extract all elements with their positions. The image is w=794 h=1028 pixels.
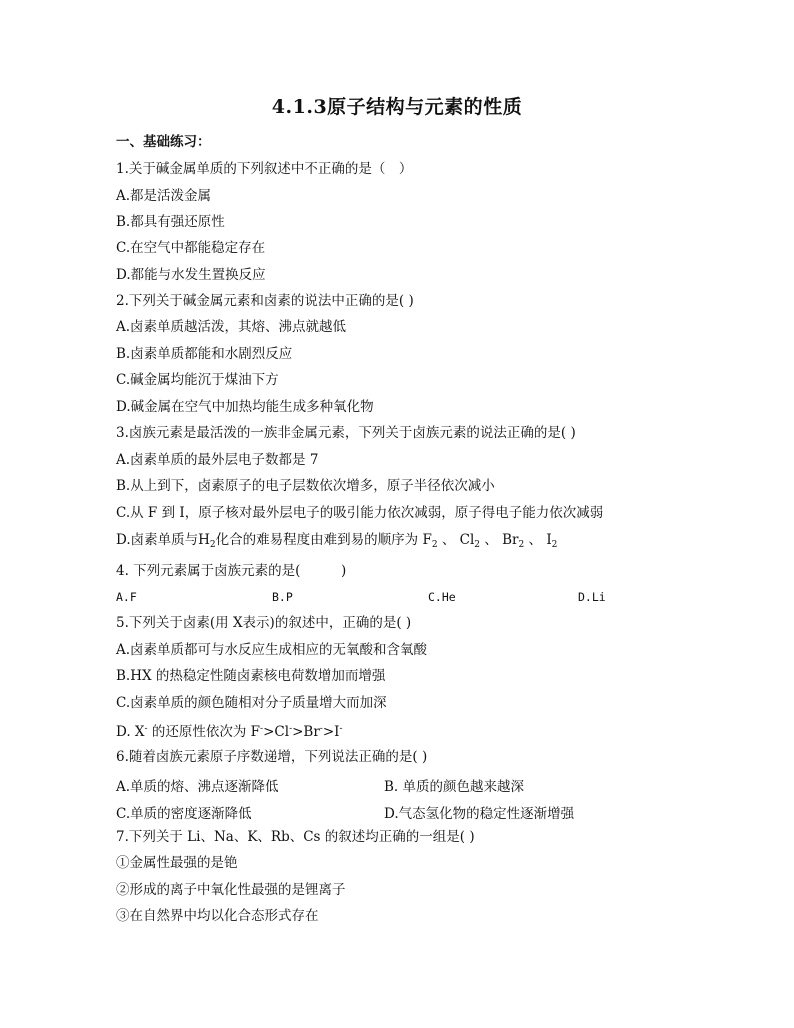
question-1-option-c: C.在空气中都能稳定存在 — [116, 240, 266, 256]
question-3-option-c: C.从 F 到 I，原子核对最外层电子的吸引能力依次减弱，原子得电子能力依次减弱 — [116, 505, 604, 521]
question-1-option-a: A.都是活泼金属 — [116, 188, 212, 204]
question-7-item-3: ③在自然界中均以化合态形式存在 — [116, 908, 319, 924]
q5d-br-superscript: - — [319, 724, 323, 734]
question-4-option-b: B.P — [272, 590, 293, 604]
q5d-x-superscript: - — [144, 724, 148, 734]
section-heading: 一、基础练习： — [116, 134, 211, 150]
q3d-i2-subscript: 2 — [551, 540, 558, 550]
question-5-stem: 5.下列关于卤素(用 X表示)的叙述中，正确的是( ) — [116, 615, 412, 631]
question-2-option-d: D.碱金属在空气中加热均能生成多种氧化物 — [116, 399, 374, 415]
question-3-stem: 3.卤族元素是最活泼的一族非金属元素，下列关于卤族元素的说法正确的是( ) — [116, 425, 576, 441]
question-1-stem: 1.关于碱金属单质的下列叙述中不正确的是（ ） — [116, 161, 413, 177]
question-7-stem: 7.下列关于 Li、Na、K、Rb、Cs 的叙述均正确的一组是( ) — [116, 829, 475, 845]
q5d-text-4: >Br — [292, 724, 320, 740]
q5d-text-2: 的还原性依次为 F — [147, 724, 261, 740]
q5d-text-5: >I — [322, 724, 340, 740]
q3d-text-5: 、 I — [524, 532, 552, 548]
question-5-option-c: C.卤素单质的颜色随相对分子质量增大而加深 — [116, 695, 387, 711]
q5d-cl-superscript: - — [289, 724, 293, 734]
question-4-option-c: C.He — [428, 590, 456, 604]
question-3-option-a: A.卤素单质的最外层电子数都是 7 — [116, 452, 319, 468]
question-6-option-b: B. 单质的颜色越来越深 — [384, 779, 525, 795]
question-7-item-1: ①金属性最强的是铯 — [116, 855, 238, 871]
question-1-option-b: B.都具有强还原性 — [116, 214, 225, 230]
question-1-option-d: D.都能与水发生置换反应 — [116, 267, 266, 283]
question-6-option-d: D.气态氢化物的稳定性逐渐增强 — [384, 806, 575, 822]
question-2-option-b: B.卤素单质都能和水剧烈反应 — [116, 346, 293, 362]
q3d-text-2: 化合的难易程度由难到易的顺序为 F — [215, 532, 432, 548]
question-7-item-2: ②形成的离子中氧化性最强的是锂离子 — [116, 882, 346, 898]
q3d-text-4: 、 Br — [480, 532, 519, 548]
q3d-cl2-subscript: 2 — [474, 540, 481, 550]
question-4-stem: 4. 下列元素属于卤族元素的是( ) — [116, 563, 347, 579]
page-title: 4.1.3原子结构与元素的性质 — [271, 96, 523, 118]
question-6-option-c: C.单质的密度逐渐降低 — [116, 806, 252, 822]
question-2-stem: 2.下列关于碱金属元素和卤素的说法中正确的是( ) — [116, 293, 414, 309]
question-5-option-b: B.HX 的热稳定性随卤素核电荷数增加而增强 — [116, 668, 386, 684]
question-6-stem: 6.随着卤族元素原子序数递增，下列说法正确的是( ) — [116, 749, 428, 765]
question-4-option-d: D.Li — [578, 590, 606, 604]
question-3-option-b: B.从上到下，卤素原子的电子层数依次增多，原子半径依次减小 — [116, 478, 495, 494]
question-4-option-a: A.F — [116, 590, 137, 604]
question-5-option-d — [116, 720, 343, 741]
question-3-option-d — [116, 531, 557, 554]
question-6-option-a: A.单质的熔、沸点逐渐降低 — [116, 779, 279, 795]
q5d-i-superscript: - — [339, 724, 343, 734]
q3d-text-3: 、 Cl — [437, 532, 475, 548]
q3d-h2-subscript: 2 — [209, 540, 216, 550]
q5d-text-1: D. X — [116, 724, 145, 740]
question-2-option-a: A.卤素单质越活泼，其熔、沸点就越低 — [116, 319, 347, 335]
q3d-br2-subscript: 2 — [518, 540, 525, 550]
question-2-option-c: C.碱金属均能沉于煤油下方 — [116, 372, 279, 388]
q3d-text-1: D.卤素单质与H — [116, 532, 210, 548]
q3d-f2-subscript: 2 — [431, 540, 438, 550]
question-5-option-a: A.卤素单质都可与水反应生成相应的无氧酸和含氧酸 — [116, 642, 428, 658]
q5d-text-3: >Cl — [263, 724, 290, 740]
q5d-f-superscript: - — [260, 724, 264, 734]
